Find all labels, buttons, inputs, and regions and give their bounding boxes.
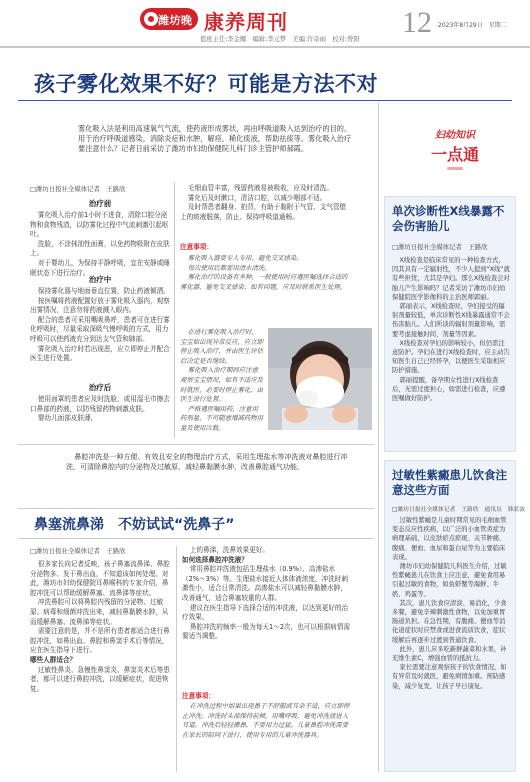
paragraph: 在进行雾化吸入治疗时，宝宝如出现异常反应，应立即停止吸入治疗，并由医生评估后决定是否继续。 (180, 328, 264, 365)
subheading: 如何选择鼻腔冲洗液？ (182, 555, 248, 564)
date-line: 2023年8月29日 星期二 (438, 22, 507, 29)
paragraph: 每次使用后都要用清水清洗。 (187, 263, 271, 272)
paragraph: 婴幼儿面部皮肤薄， (37, 414, 98, 423)
sidebar1-title: 单次诊断性X线暴露不会伤害胎儿 (392, 204, 505, 233)
logo-icon (144, 12, 158, 26)
notice-title: 注意事项： (180, 243, 213, 251)
article2-title-top-rule (18, 508, 374, 509)
paragraph: 雾化吸入治疗前1小时不进食，清除口腔分泌物和食物残渣，以防雾化过程中气流刺激引起呕吐。 (30, 211, 169, 239)
article1-byline: □潍坊日报社全媒体记者 王路欣 (30, 185, 126, 193)
subheading: 哪些人群适合？ (30, 655, 77, 664)
paragraph: 郭丽提醒，备孕期女性进行X线检查后，无需过度担心，如需进行检查，应遵医嘱做好防护。 (392, 376, 506, 403)
intro-text: 鼻腔冲洗是一种方便、有效且安全的物理治疗方式，采用生理盐水等冲洗液对鼻腔进行冲洗，可清除鼻腔内的分泌物及过敏原，减轻鼻黏膜水肿、改善鼻腔通气功能。 (66, 453, 348, 471)
article2-col1-block (30, 560, 172, 694)
paragraph: 及时帮患者翻身、拍背，有助于黏附于气管、支气管壁上的痰液脱落，防止、保持呼吸道通畅。 (180, 203, 347, 221)
column-title: 康养周刊 (204, 10, 288, 34)
paragraph: 过敏性紫癜是儿童时期常见的毛细血管变态反应性疾病，以广泛的小血管炎症为病理基础，以皮肤瘀点瘀斑、关节肿痛、腹痛、便血、血尿和蛋白尿等为主要临床表现。 (392, 517, 507, 561)
section-divider (18, 444, 374, 445)
article2-notice-block (182, 702, 352, 740)
lead-text: 雾化吸入法是利用高速氧气气流，使药液形成雾状，再由呼吸道吸入达到治疗的目的。用于治疗呼吸道感染，消除炎症和水肿，解痉，稀化痰液，帮助祛痰等。雾化吸入治疗要注意什么？记者日前采访了潍坊市妇幼保健院儿科门诊主管护师郝霞。 (78, 124, 352, 154)
heading-during: 治疗中 (88, 275, 112, 284)
badge-underline (447, 167, 463, 170)
article1-notice-block2 (180, 328, 264, 434)
badge-line2: 一点通 (430, 145, 479, 164)
article2-col2-block (182, 546, 352, 642)
paragraph: 配合的患者可采用嘴吸鼻呼，患者可在进行雾化呼吸时，尽量采取深吸气慢呼吸的方式，用力呼吸可以使药液充分到达支气管和肺部。 (30, 315, 170, 343)
paragraph: 雾化吸入器要专人专用，避免交叉感染。 (187, 254, 303, 262)
paragraph: 雾化吸入治疗期间应注意观察宝宝情况，如有不适应及时就医，必要时停止雾化，由医生进行处置。 (180, 366, 264, 404)
article2-byline: □潍坊日报社全媒体记者 王路欣 (30, 547, 126, 555)
paragraph: 需要注意的是，并不是所有患者都适合进行鼻腔冲洗，如鼻出血、鼻腔和鼻窦手术后等情况，应在医生指导下进行。 (30, 627, 170, 655)
child-tissue-photo (268, 328, 372, 430)
paragraph: 保持雾化器与地面垂直位置，防止药液倾洒。 (37, 287, 170, 295)
article2-intro (66, 452, 352, 472)
heading-after: 治疗后 (88, 383, 112, 392)
logo-text: 潍坊晚报 (158, 14, 193, 43)
article1-col1-block3 (30, 395, 170, 424)
paragraph: 上的鼻涕，洗鼻效果更好。 (189, 546, 270, 554)
sidebar1-byline: □潍坊日报社全媒体记者 王路欣 (392, 243, 488, 251)
paragraph: 很多家长向记者反映，孩子鼻塞流鼻涕、鼻腔分泌物多、发干鼻出血，不知道该如何处理。对此，潍坊市妇幼保健院耳鼻喉科的专家介绍，鼻腔冲洗可以帮助缓解鼻塞、流鼻涕等症状。 (30, 560, 170, 597)
paragraph: 洗脸，不涂抹油性面膏，以免药物吸附在皮肤上。 (30, 239, 170, 258)
article1-col2-block (180, 184, 348, 222)
paragraph: 雾化治疗的设备有多种，一般使用时应遵医嘱选择合适的雾化器，避免交叉感染；如有问题，应及时联系医生处理。 (180, 273, 348, 291)
article2-title-bottom-rule (18, 538, 374, 539)
photo-illustration (268, 328, 372, 430)
masthead (0, 0, 530, 50)
paragraph: 建议在医生指导下选择合适的冲洗液，以达到更好的治疗效果。 (182, 603, 349, 622)
sidebar2-title: 过敏性紫癜患儿饮食注意这些方面 (392, 468, 507, 497)
masthead-divider (0, 46, 530, 48)
page-number: 12 (402, 6, 432, 39)
paragraph: X线检查是临床常见的一种检查方式，因其具有一定辐射性，不少人提到“X线”就有些担忧，尤其是孕妇。那么X线检查会对胎儿产生影响吗？记者采访了潍坊市妇幼保健院医学影像科的主治医师郭丽。 (392, 257, 510, 301)
sidebar2-byline: □潍坊日报社全媒体记者 王路欣 通讯员 韩蓝波 (392, 507, 526, 513)
article-lead (78, 124, 354, 155)
article1-notice-block (180, 254, 348, 292)
paragraph: 郭丽表示，X线检查时，孕妇接受的辐射剂量较低，单次诊断性X线暴露通常不会伤害胎儿。人们所谈的辐射剂量影响，需要考虑接触时间、剂量等因素。 (392, 303, 510, 338)
paragraph: 雾化后及时漱口，清洁口腔，以减少咽部不适。 (187, 193, 327, 202)
paragraph: 在冲洗过程中如果出现鼻子不舒服或耳朵不适，应立即停止冲洗。冲洗时头部保持前倾，用嘴呼吸，避免冲洗液进入耳道。冲洗后轻轻擤鼻，不要用力过猛。儿童鼻腔冲洗需要在家长的陪同下进行，使用专用的儿童冲洗器具。 (182, 702, 350, 739)
paragraph: 潍坊市妇幼保健院儿科医生介绍，过敏性紫癜患儿在饮食上应注意，避免食用易引起过敏的食物，如鱼虾蟹等海鲜、牛奶、鸡蛋等。 (392, 563, 507, 598)
editor-credits: 值班主任:李金娜 编辑:李元梦 美编:许奇雨 校对:曾阳 (200, 36, 360, 43)
notice-title: 注意事项： (182, 692, 215, 700)
paragraph: X线检查对孕妇的影响较小，但仍需注意防护。孕妇在进行X线检查时，应主动告知医生自己已经怀孕，以便医生采取相应防护措施。 (392, 339, 510, 375)
right-column-divider (378, 102, 379, 772)
paragraph: 雾化吸入治疗时若出现恶，应立即停止并配合医生进行处置。 (30, 344, 170, 363)
paragraph: 使用面罩的患者应及时洗脸，或用湿毛巾擦去口鼻部的药液，以防残留药物刺激皮肤。 (30, 395, 170, 413)
paragraph: 按医嘱将药液配置好放于雾化吸入器内，观察出雾情况，注意勿将药液溅入眼内。 (30, 296, 170, 315)
paragraph: 对于婴幼儿，为保持平静呼吸，宜在安静或睡眠状态下进行治疗。 (30, 258, 170, 277)
knowledge-badge (410, 126, 500, 170)
column-divider (176, 546, 177, 772)
paragraph: 家长需要注意观察孩子的饮食情况，如有异常及时就医，避免病情加重。预防感染，减少复发，让孩子早日康复。 (392, 664, 507, 690)
paragraph: 毛细血管丰富，残留药液易被吸收，应及时清洗。 (187, 184, 333, 192)
headline-divider (18, 100, 512, 101)
badge-line1: 妇幼知识 (435, 130, 475, 141)
paragraph: 此外，患儿应多吃新鲜蔬菜和水果，补充维生素C，增强血管的抵抗力。 (392, 645, 507, 663)
column-divider (174, 182, 175, 438)
article1-col1-block1 (30, 211, 170, 278)
article2-title: 鼻塞流鼻涕 不妨试试“洗鼻子” (34, 517, 235, 533)
paragraph: 严格遵医嘱用药，注意用药剂量，不可随意增减药物用量及使用次数。 (180, 404, 264, 432)
paragraph: 常用鼻腔冲洗液包括生理盐水（0.9%）、高渗盐水（2%～3%）等。生理盐水接近人体体液浓度，冲洗时刺激性小，适合日常清洗。高渗盐水可以减轻鼻黏膜水肿，改善通气，适合鼻塞较重的人群。 (182, 565, 348, 602)
paragraph: 鼻腔冲洗的频率一般为每天1～2次，也可以根据病情需要适当调整。 (182, 622, 350, 641)
paragraph: 其次，患儿饮食应清淡、易消化，少食多餐，避免辛辣刺激性食物，以免加重胃肠道负担。在急性期，有腹痛、便血等消化道症状时应禁食或进食流质饮食，症状缓解后再逐步过渡到普通饮食。 (392, 599, 507, 644)
newspaper-logo (140, 8, 198, 43)
sidebar2-body (392, 516, 510, 691)
page-headline: 孩子雾化效果不好？可能是方法不对 (34, 72, 378, 96)
paragraph: 过敏性鼻炎、急慢性鼻窦炎、鼻窦炎术后等患者，都可以进行鼻腔冲洗，以缓解症状，促进恢复。 (30, 665, 170, 693)
heading-before: 治疗前 (88, 199, 112, 208)
sidebar1-body (392, 256, 510, 403)
paragraph: 冲洗鼻腔可以将鼻腔内残留的分泌物、过敏原、病毒和细菌冲洗出来，减轻鼻黏膜水肿，从而缓解鼻塞、流鼻涕等症状。 (30, 598, 169, 626)
article1-col1-block2 (30, 287, 170, 364)
